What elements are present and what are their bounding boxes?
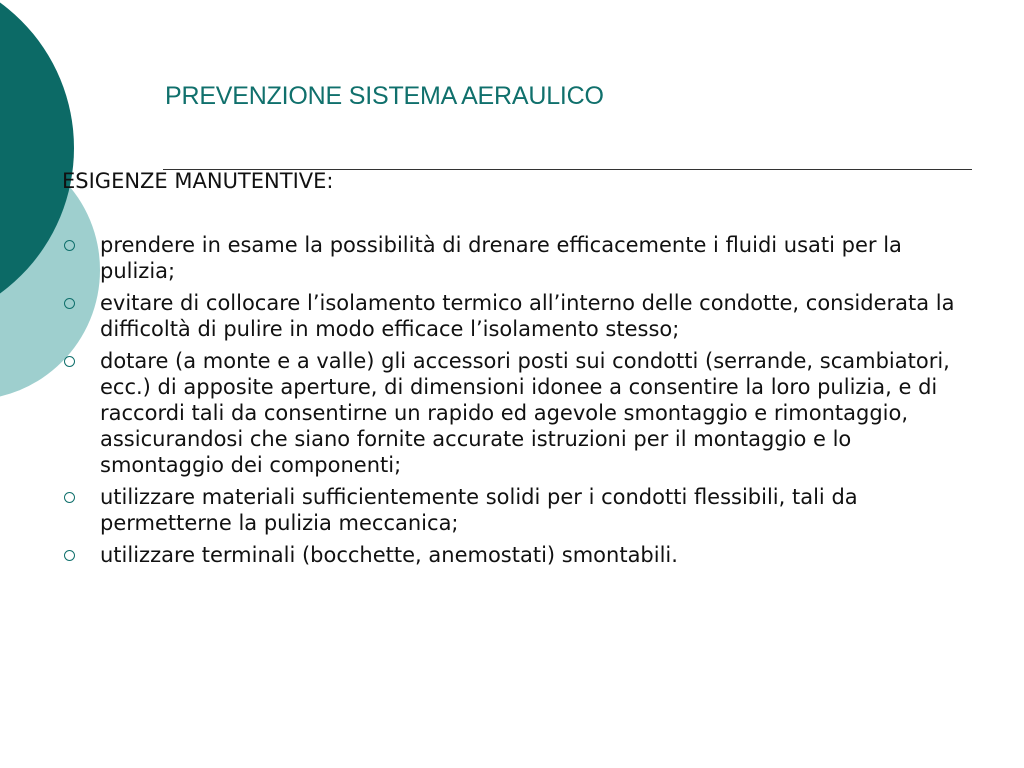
bullet-item bbox=[62, 290, 972, 342]
hollow-circle-icon bbox=[64, 356, 75, 367]
bullet-text: prendere in esame la possibilità di drenare efficacemente i fluidi usati per la pulizia; bbox=[100, 233, 902, 283]
bullet-text: dotare (a monte e a valle) gli accessori posti sui condotti (serrande, scambiatori, ecc.) di apposite aperture, di dimensioni idonee a consentire la loro pulizia, e di raccordi tali da consentirne un rapido ed agevole smontaggio e rimontaggio, assicurandosi che siano fornite accurate istruzioni per il montaggio e lo smontaggio dei componenti; bbox=[100, 349, 950, 477]
bullet-item bbox=[62, 484, 972, 536]
hollow-circle-icon bbox=[64, 240, 75, 251]
bullet-list bbox=[62, 232, 972, 574]
bullet-item bbox=[62, 232, 972, 284]
hollow-circle-icon bbox=[64, 492, 75, 503]
bullet-text: utilizzare materiali sufficientemente solidi per i condotti flessibili, tali da permetterne la pulizia meccanica; bbox=[100, 485, 858, 535]
section-heading: ESIGENZE MANUTENTIVE: bbox=[62, 169, 334, 193]
bullet-item bbox=[62, 542, 972, 568]
slide-title: PREVENZIONE SISTEMA AERAULICO bbox=[165, 82, 604, 110]
bullet-text: utilizzare terminali (bocchette, anemostati) smontabili. bbox=[100, 543, 678, 567]
hollow-circle-icon bbox=[64, 298, 75, 309]
bullet-text: evitare di collocare l’isolamento termico all’interno delle condotte, considerata la difficoltà di pulire in modo efficace l’isolamento stesso; bbox=[100, 291, 955, 341]
hollow-circle-icon bbox=[64, 550, 75, 561]
bullet-item bbox=[62, 348, 972, 478]
